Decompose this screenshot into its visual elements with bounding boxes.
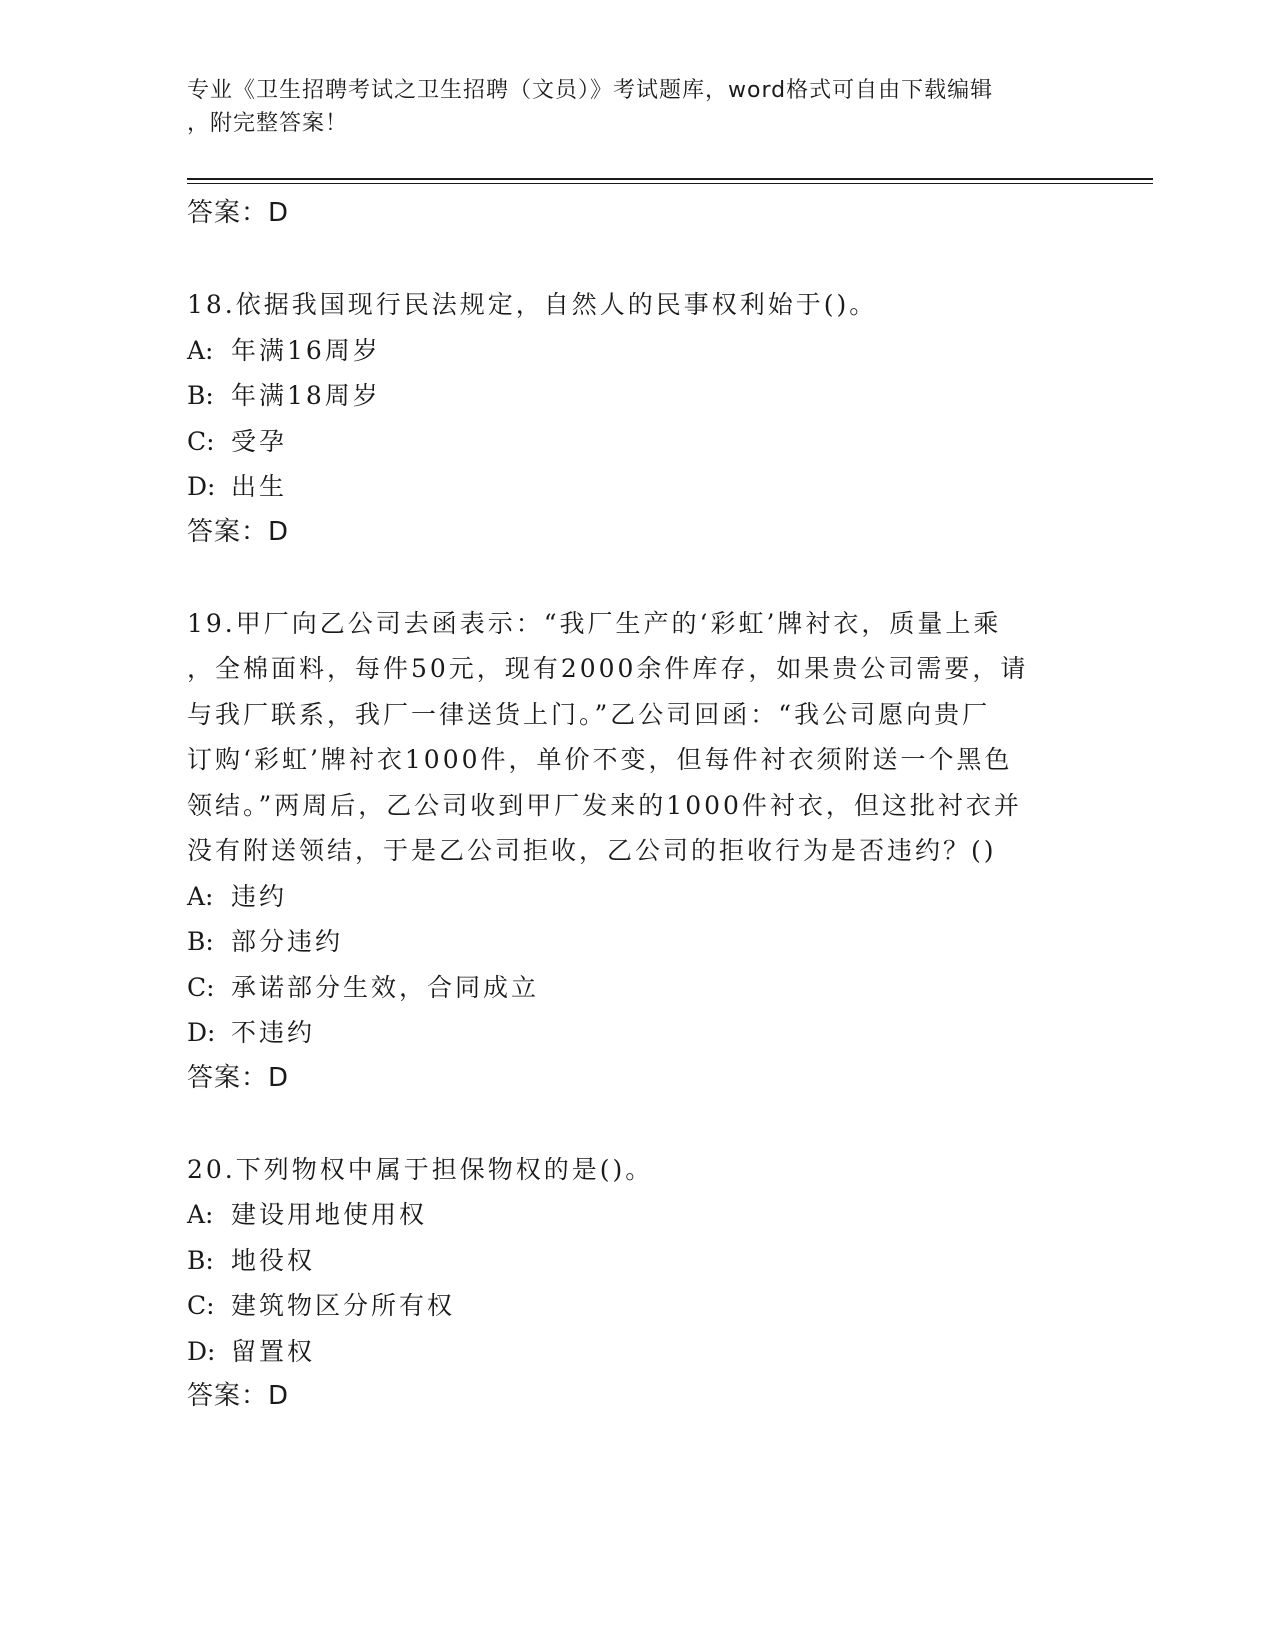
question-20 xyxy=(187,1147,1087,1420)
question-text: 20.下列物权中属于担保物权的是()。 xyxy=(187,1154,654,1184)
answer: 答案：D xyxy=(187,1381,290,1411)
question-19 xyxy=(187,601,1087,1102)
question-text-line: ，全棉面料，每件50元，现有2000余件库存，如果贵公司需要，请 xyxy=(187,654,1029,683)
header-divider-thick xyxy=(187,178,1153,180)
document-header xyxy=(187,74,1067,140)
answer: 答案：D xyxy=(187,516,290,547)
question-text-line: 19.甲厂向乙公司去函表示：“我厂生产的‘彩虹’牌衬衣，质量上乘 xyxy=(187,608,1002,638)
answer: 答案：D xyxy=(187,1062,290,1093)
option-c: C: 承诺部分生效，合同成立 xyxy=(187,972,540,1002)
question-text-line: 订购‘彩虹’牌衬衣1000件，单价不变，但每件衬衣须附送一个黑色 xyxy=(187,745,1013,774)
option-d: D: 留置权 xyxy=(187,1336,316,1366)
option-a: A: 违约 xyxy=(187,881,288,911)
option-a: A: 年满16周岁 xyxy=(187,335,381,365)
option-d: D: 出生 xyxy=(187,472,288,501)
spacer xyxy=(187,237,1087,283)
question-text: 18.依据我国现行民法规定，自然人的民事权利始于()。 xyxy=(187,290,878,319)
option-c: C: 受孕 xyxy=(187,426,288,456)
option-a: A: 建设用地使用权 xyxy=(187,1200,428,1229)
question-text-line: 与我厂联系，我厂一律送货上门。”乙公司回函：“我公司愿向贵厂 xyxy=(187,699,991,729)
spacer xyxy=(187,1101,1087,1147)
option-c: C: 建筑物区分所有权 xyxy=(187,1291,456,1320)
question-text-line: 没有附送领结，于是乙公司拒收，乙公司的拒收行为是否违约？() xyxy=(187,836,997,865)
document-body xyxy=(187,191,1087,1420)
option-b: B: 部分违约 xyxy=(187,927,344,956)
header-line-2: ，附完整答案！ xyxy=(187,111,349,136)
question-text-line: 领结。”两周后，乙公司收到甲厂发来的1000件衬衣，但这批衬衣并 xyxy=(187,790,1022,820)
option-d: D: 不违约 xyxy=(187,1018,316,1047)
header-divider-thin xyxy=(187,183,1153,184)
option-b: B: 地役权 xyxy=(187,1245,316,1275)
spacer xyxy=(187,555,1087,601)
question-18 xyxy=(187,282,1087,555)
header-line-1: 专业《卫生招聘考试之卫生招聘（文员）》考试题库，word格式可自由下载编辑 xyxy=(187,78,994,103)
option-b: B: 年满18周岁 xyxy=(187,381,381,410)
previous-answer: 答案：D xyxy=(187,198,290,228)
